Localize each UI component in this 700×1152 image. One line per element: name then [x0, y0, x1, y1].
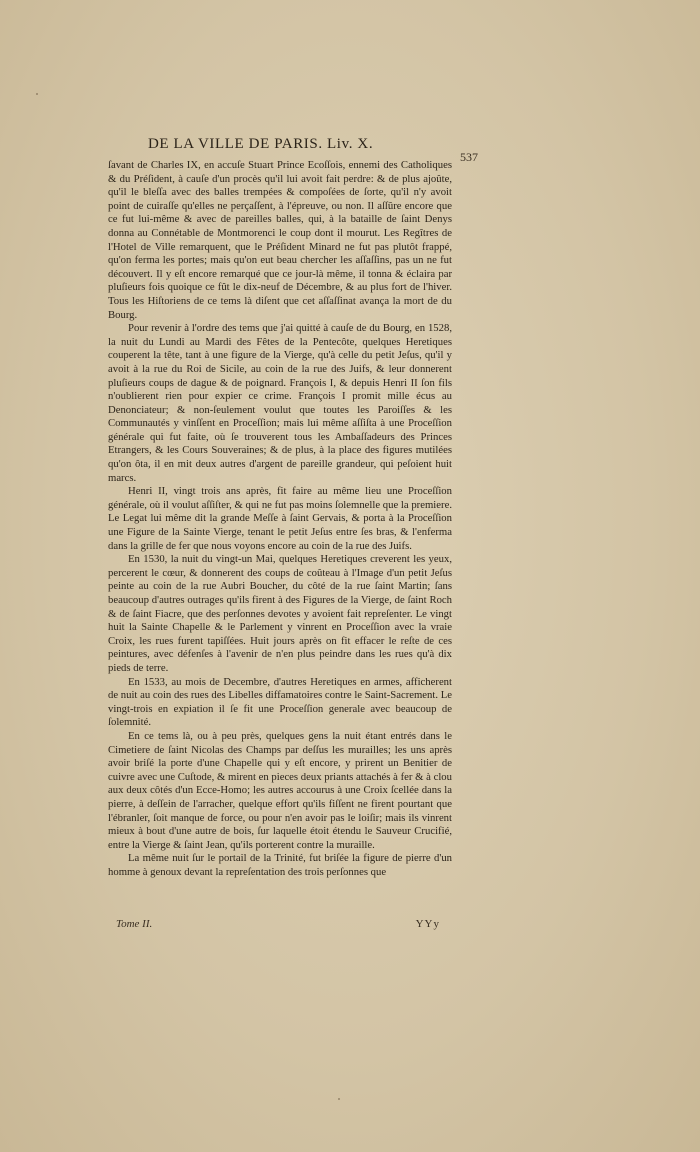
page-number: 537: [460, 150, 478, 164]
signature-mark: YYy: [415, 918, 440, 930]
paragraph-6: En ce tems là, ou à peu près, quelques gens la nuit étant entrés dans le Cimetiere de ſaint Nicolas des Champs par deſſus les murailles; les uns après avoir briſé la porte d'une Chapelle qui y eſt encore, y prirent un Benitier de cuivre avec une Cuſtode, & mirent en pieces deux priants attachés à fer & à clou aux deux côtés d'un Ecce-Homo; les autres accourus à une Croix ſcellée dans la pierre, à deſſein de l'arracher, quelque effort qu'ils fiſſent ne firent pourtant que l'ébranler, ſoit manque de force, ou pour n'en avoir pas le loiſir; mais ils vinrent mieux à bout d'une autre de bois, ſur laquelle étoit étendu le Sauveur Crucifié, entre la Vierge & ſaint Jean, qu'ils porterent contre la muraille.: [108, 729, 452, 851]
running-title: DE LA VILLE DE PARIS. Liv. X.: [148, 136, 374, 152]
body-text: [108, 159, 452, 879]
paragraph-1: ſavant de Charles IX, en accuſe Stuart Prince Ecoſſois, ennemi des Catholiques & du Préſident, à cauſe d'un procès qu'il lui avoit fait perdre: & de plus ajoûte, qu'il le bleſſa avec des balles trempées & compoſées de ſorte, qu'il n'y avoit point de cuiraſſe qu'elles ne perçaſſent, à l'épreuve, ou non. Il aſſûre encore que ce fut lui-même & avec de pareilles balles, qui, à la bataille de ſaint Denys donna au Connétable de Montmorenci le coup dont il mourut. Les Regîtres de l'Hotel de Ville remarquent, que le Préſident Minard ne fut pas plutôt frappé, qu'on ferma les portes; mais qu'on eut beau chercher les aſſaſſins, pas un ne fut découvert. Il y eſt encore remarqué que ce jour-là même, il tonna & éclaira par pluſieurs fois quoique ce fût le dix-neuf de Décembre, & au plus fort de l'hiver. Tous les Hiſtoriens de ce tems là diſent que cet aſſaſſinat avança la mort de du Bourg.: [108, 159, 452, 321]
paper-speck: [338, 1098, 340, 1100]
running-header: [148, 136, 484, 153]
tome-label: Tome II.: [116, 918, 153, 930]
paragraph-7: La même nuit ſur le portail de la Trinité, fut briſée la figure de pierre d'un homme à genoux devant la repreſentation des trois perſonnes que: [108, 852, 452, 878]
paragraph-4: En 1530, la nuit du vingt-un Mai, quelques Heretiques creverent les yeux, percerent le cœur, & donnerent des coups de coûteau à l'Image d'un petit Jeſus peinte au coin de la rue Aubri Boucher, du côté de la rue ſaint Martin; ſans beaucoup d'autres outrages qu'ils firent à des Figures de la Vierge, de ſaint Roch & de ſaint Fiacre, que des perſonnes devotes y avoient fait repreſenter. Le vingt huit la Sainte Chapelle & le Parlement y vinrent en Proceſſion avec la vraie Croix, les rues furent tapiſſées. Huit jours après on fit effacer le reſte de ces peintures, avec défenſes à l'avenir de n'en plus peindre dans les rues qu'à dix pieds de terre.: [108, 553, 452, 674]
paragraph-2: Pour revenir à l'ordre des tems que j'ai quitté à cauſe de du Bourg, en 1528, la nuit du Lundi au Mardi des Fêtes de la Pentecôte, quelques Heretiques couperent la tête, tant à une figure de la Vierge, qu'à celle du petit Jeſus, qu'il y avoit à la rue du Roi de Sicile, au coin de la rue des Juifs, & leur donnerent pluſieurs coups de dague & de poignard. François I, & depuis Henri II ſon fils n'oublierent rien pour expier ce crime. François I promit mille écus au Denonciateur; & non-ſeulement voulut que toutes les Paroiſſes & les Communautés y vinſſent en Proceſſion; mais lui même aſſiſta à une Proceſſion générale qui fut faite, où ſe trouverent tous les Ambaſſadeurs des Princes Etrangers, & les Cours Souveraines; & de plus, à la place des figures mutilées qu'on ôta, il en mit deux autres d'argent de pareille grandeur, qui peſoient huit marcs.: [108, 322, 452, 484]
paper-speck: [36, 93, 38, 95]
page-footer: [108, 918, 452, 930]
paragraph-5: En 1533, au mois de Decembre, d'autres Heretiques en armes, afficherent de nuit au coin des rues des Libelles diffamatoires contre le Saint-Sacrement. Le vingt-trois en expiation il ſe fit une Proceſſion generale avec beaucoup de ſolemnité.: [108, 675, 452, 729]
paragraph-3: Henri II, vingt trois ans après, fit faire au même lieu une Proceſſion générale, où il voulut aſſiſter, & qui ne fut pas moins ſolemnelle que la premiere. Le Legat lui même dit la grande Meſſe à ſaint Gervais, & porta à la Proceſſion une Figure de la Sainte Vierge, tenant le petit Jeſus entre ſes bras, & l'enferma dans la grille de fer que nous voyons encore au coin de la rue des Juifs.: [108, 485, 452, 552]
